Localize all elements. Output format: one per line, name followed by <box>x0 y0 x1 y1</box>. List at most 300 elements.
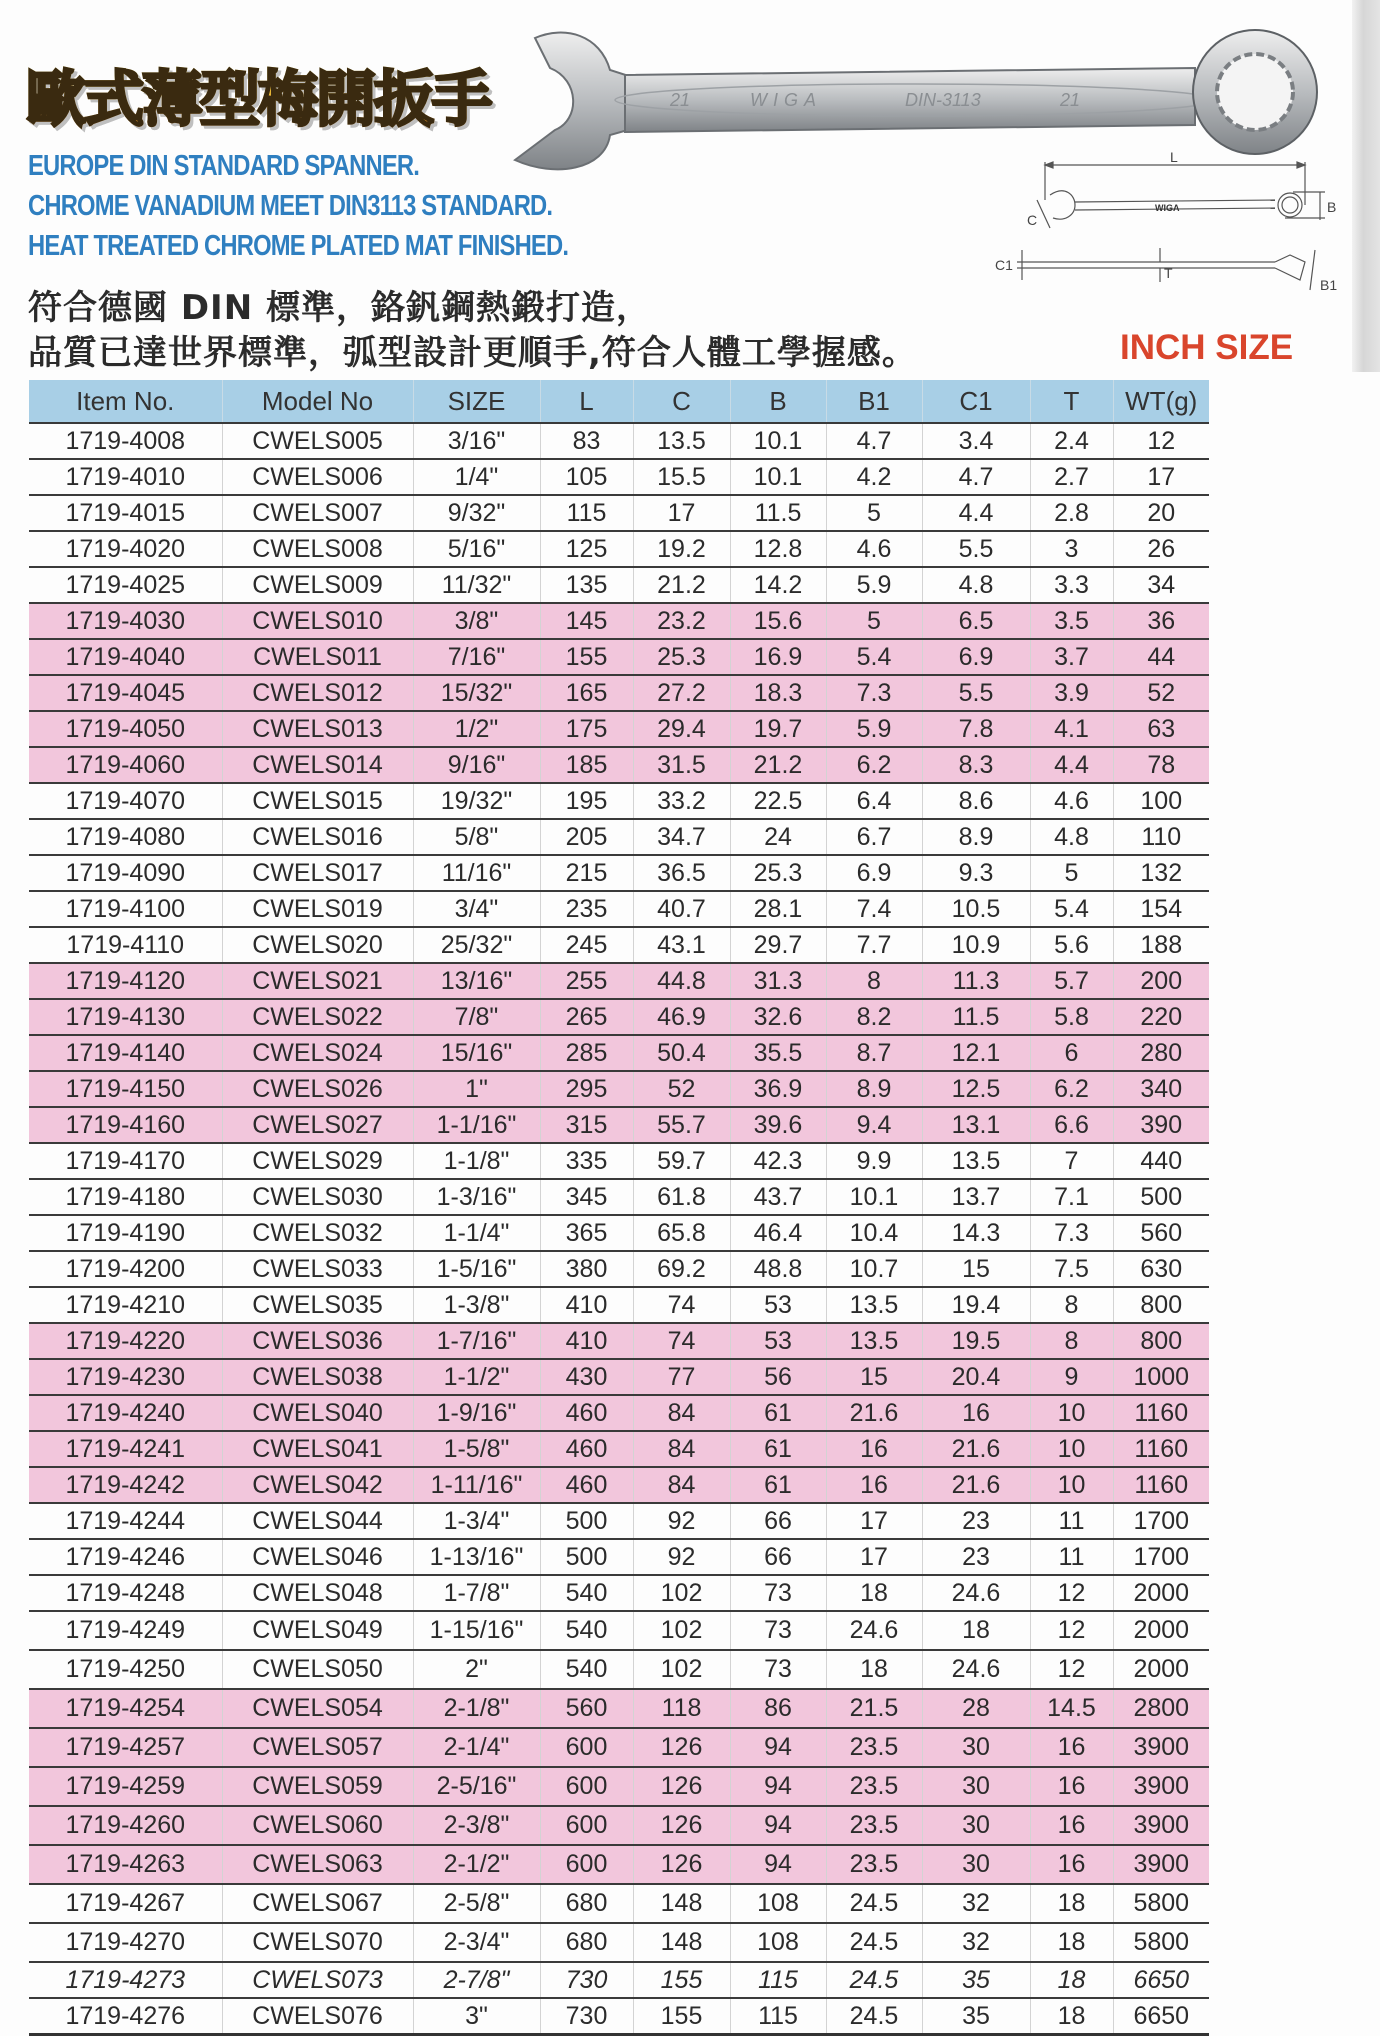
cell-t: 2.4 <box>1030 423 1113 459</box>
cell-c1: 5.5 <box>922 531 1030 567</box>
cell-b: 42.3 <box>730 1143 826 1179</box>
cell-b1: 15 <box>826 1359 922 1395</box>
cell-t: 11 <box>1030 1539 1113 1575</box>
cell-item-no: 1719-4008 <box>29 423 222 459</box>
cell-c1: 8.6 <box>922 783 1030 819</box>
cell-weight: 6650 <box>1113 1998 1209 2035</box>
cell-c1: 24.6 <box>922 1575 1030 1611</box>
cell-c1: 23 <box>922 1539 1030 1575</box>
table-row <box>29 963 1209 999</box>
cell-item-no: 1719-4250 <box>29 1650 222 1689</box>
table-row <box>29 1884 1209 1923</box>
cell-size: 1-1/4" <box>413 1215 540 1251</box>
english-description-line-2: CHROME VANADIUM MEET DIN3113 STANDARD. <box>28 190 553 222</box>
cell-l: 285 <box>540 1035 633 1071</box>
cell-model-no: CWELS027 <box>222 1107 413 1143</box>
cell-weight: 36 <box>1113 603 1209 639</box>
table-row <box>29 1575 1209 1611</box>
cell-weight: 110 <box>1113 819 1209 855</box>
cell-b: 31.3 <box>730 963 826 999</box>
cell-size: 9/32" <box>413 495 540 531</box>
cell-c: 102 <box>633 1611 730 1650</box>
table-row <box>29 1923 1209 1962</box>
cell-b: 86 <box>730 1689 826 1728</box>
cell-model-no: CWELS057 <box>222 1728 413 1767</box>
cell-weight: 440 <box>1113 1143 1209 1179</box>
cell-c: 13.5 <box>633 423 730 459</box>
cell-b1: 18 <box>826 1650 922 1689</box>
cell-b: 94 <box>730 1806 826 1845</box>
table-row <box>29 1071 1209 1107</box>
cell-item-no: 1719-4040 <box>29 639 222 675</box>
table-row <box>29 1431 1209 1467</box>
cell-size: 1-3/16" <box>413 1179 540 1215</box>
cell-l: 460 <box>540 1395 633 1431</box>
cell-t: 5.7 <box>1030 963 1113 999</box>
cell-t: 5.8 <box>1030 999 1113 1035</box>
cell-item-no: 1719-4220 <box>29 1323 222 1359</box>
cell-t: 4.6 <box>1030 783 1113 819</box>
cell-item-no: 1719-4244 <box>29 1503 222 1539</box>
cell-l: 155 <box>540 639 633 675</box>
svg-text:L: L <box>1170 150 1178 165</box>
cell-item-no: 1719-4080 <box>29 819 222 855</box>
cell-b: 39.6 <box>730 1107 826 1143</box>
cell-size: 7/8" <box>413 999 540 1035</box>
cell-b1: 23.5 <box>826 1806 922 1845</box>
cell-model-no: CWELS067 <box>222 1884 413 1923</box>
cell-c1: 6.5 <box>922 603 1030 639</box>
cell-weight: 20 <box>1113 495 1209 531</box>
cell-b: 28.1 <box>730 891 826 927</box>
cell-b1: 21.5 <box>826 1689 922 1728</box>
cell-size: 1-13/16" <box>413 1539 540 1575</box>
cell-l: 680 <box>540 1884 633 1923</box>
cell-c: 126 <box>633 1845 730 1884</box>
cell-model-no: CWELS038 <box>222 1359 413 1395</box>
cell-model-no: CWELS007 <box>222 495 413 531</box>
cell-c: 148 <box>633 1884 730 1923</box>
cell-b: 35.5 <box>730 1035 826 1071</box>
cell-weight: 3900 <box>1113 1728 1209 1767</box>
cell-model-no: CWELS024 <box>222 1035 413 1071</box>
cell-b: 10.1 <box>730 459 826 495</box>
cell-c: 43.1 <box>633 927 730 963</box>
cell-size: 13/16" <box>413 963 540 999</box>
cell-t: 18 <box>1030 1998 1113 2035</box>
cell-b: 36.9 <box>730 1071 826 1107</box>
cell-item-no: 1719-4120 <box>29 963 222 999</box>
table-row <box>29 1107 1209 1143</box>
cell-l: 540 <box>540 1650 633 1689</box>
cell-weight: 78 <box>1113 747 1209 783</box>
cell-b1: 4.7 <box>826 423 922 459</box>
cell-l: 730 <box>540 1962 633 1998</box>
cell-model-no: CWELS076 <box>222 1998 413 2035</box>
cell-weight: 1700 <box>1113 1503 1209 1539</box>
column-header-weight: WT(g) <box>1113 380 1209 423</box>
table-row <box>29 1650 1209 1689</box>
cell-t: 3.7 <box>1030 639 1113 675</box>
cell-t: 8 <box>1030 1287 1113 1323</box>
svg-text:B1: B1 <box>1320 277 1338 293</box>
cell-size: 25/32" <box>413 927 540 963</box>
cell-c1: 10.5 <box>922 891 1030 927</box>
cell-b1: 7.7 <box>826 927 922 963</box>
cell-weight: 34 <box>1113 567 1209 603</box>
svg-text:C1: C1 <box>995 257 1013 273</box>
cell-t: 8 <box>1030 1323 1113 1359</box>
cell-c: 126 <box>633 1806 730 1845</box>
cell-item-no: 1719-4270 <box>29 1923 222 1962</box>
cell-model-no: CWELS017 <box>222 855 413 891</box>
cell-b1: 4.2 <box>826 459 922 495</box>
cell-l: 430 <box>540 1359 633 1395</box>
cell-weight: 100 <box>1113 783 1209 819</box>
cell-l: 315 <box>540 1107 633 1143</box>
table-row <box>29 1215 1209 1251</box>
cell-weight: 5800 <box>1113 1923 1209 1962</box>
cell-b: 94 <box>730 1845 826 1884</box>
cell-t: 12 <box>1030 1650 1113 1689</box>
cell-t: 6.6 <box>1030 1107 1113 1143</box>
table-row <box>29 1323 1209 1359</box>
cell-t: 16 <box>1030 1728 1113 1767</box>
cell-c: 46.9 <box>633 999 730 1035</box>
cell-size: 1-3/8" <box>413 1287 540 1323</box>
table-row <box>29 567 1209 603</box>
cell-l: 185 <box>540 747 633 783</box>
table-row <box>29 927 1209 963</box>
cell-c1: 3.4 <box>922 423 1030 459</box>
table-body <box>29 423 1209 2035</box>
cell-t: 16 <box>1030 1767 1113 1806</box>
cell-c1: 30 <box>922 1845 1030 1884</box>
svg-text:WIGA: WIGA <box>750 90 822 110</box>
cell-b: 94 <box>730 1728 826 1767</box>
cell-item-no: 1719-4010 <box>29 459 222 495</box>
cell-item-no: 1719-4130 <box>29 999 222 1035</box>
cell-b: 22.5 <box>730 783 826 819</box>
cell-b1: 10.7 <box>826 1251 922 1287</box>
cell-b1: 8.7 <box>826 1035 922 1071</box>
table-row <box>29 1503 1209 1539</box>
cell-c: 126 <box>633 1728 730 1767</box>
cell-item-no: 1719-4259 <box>29 1767 222 1806</box>
cell-item-no: 1719-4260 <box>29 1806 222 1845</box>
cell-item-no: 1719-4210 <box>29 1287 222 1323</box>
cell-t: 5.4 <box>1030 891 1113 927</box>
cell-c1: 24.6 <box>922 1650 1030 1689</box>
cell-t: 16 <box>1030 1845 1113 1884</box>
cell-l: 600 <box>540 1728 633 1767</box>
table-row <box>29 1359 1209 1395</box>
cell-model-no: CWELS010 <box>222 603 413 639</box>
cell-size: 1/2" <box>413 711 540 747</box>
cell-t: 5.6 <box>1030 927 1113 963</box>
cell-model-no: CWELS019 <box>222 891 413 927</box>
cell-c: 29.4 <box>633 711 730 747</box>
cell-item-no: 1719-4025 <box>29 567 222 603</box>
cell-c1: 5.5 <box>922 675 1030 711</box>
cell-model-no: CWELS015 <box>222 783 413 819</box>
column-header-c: C <box>633 380 730 423</box>
cell-c: 61.8 <box>633 1179 730 1215</box>
cell-b: 24 <box>730 819 826 855</box>
cell-b1: 6.2 <box>826 747 922 783</box>
cell-model-no: CWELS046 <box>222 1539 413 1575</box>
cell-l: 680 <box>540 1923 633 1962</box>
cell-b: 11.5 <box>730 495 826 531</box>
table-row <box>29 1287 1209 1323</box>
table-row <box>29 1539 1209 1575</box>
cell-model-no: CWELS070 <box>222 1923 413 1962</box>
cell-c: 31.5 <box>633 747 730 783</box>
cell-c: 55.7 <box>633 1107 730 1143</box>
cell-c: 36.5 <box>633 855 730 891</box>
table-row <box>29 1998 1209 2035</box>
cell-model-no: CWELS073 <box>222 1962 413 1998</box>
page-title: 歐式薄型梅開扳手 <box>26 52 490 138</box>
cell-t: 7.3 <box>1030 1215 1113 1251</box>
cell-l: 295 <box>540 1071 633 1107</box>
column-header-b1: B1 <box>826 380 922 423</box>
cell-c: 74 <box>633 1323 730 1359</box>
table-row <box>29 639 1209 675</box>
cell-b1: 13.5 <box>826 1323 922 1359</box>
cell-l: 365 <box>540 1215 633 1251</box>
cell-t: 5 <box>1030 855 1113 891</box>
cell-size: 1-1/8" <box>413 1143 540 1179</box>
cell-model-no: CWELS026 <box>222 1071 413 1107</box>
cell-b: 19.7 <box>730 711 826 747</box>
cell-l: 500 <box>540 1503 633 1539</box>
cell-l: 410 <box>540 1287 633 1323</box>
cell-b: 73 <box>730 1611 826 1650</box>
table-row <box>29 1035 1209 1071</box>
cell-c: 77 <box>633 1359 730 1395</box>
cell-t: 12 <box>1030 1611 1113 1650</box>
cell-b: 32.6 <box>730 999 826 1035</box>
cell-model-no: CWELS011 <box>222 639 413 675</box>
cell-t: 4.1 <box>1030 711 1113 747</box>
cell-weight: 44 <box>1113 639 1209 675</box>
cell-b1: 5.9 <box>826 567 922 603</box>
cell-model-no: CWELS012 <box>222 675 413 711</box>
cell-c: 34.7 <box>633 819 730 855</box>
cell-b1: 24.6 <box>826 1611 922 1650</box>
cell-c: 102 <box>633 1575 730 1611</box>
cell-size: 1-1/16" <box>413 1107 540 1143</box>
cell-model-no: CWELS005 <box>222 423 413 459</box>
cell-l: 105 <box>540 459 633 495</box>
cell-size: 3/4" <box>413 891 540 927</box>
cell-item-no: 1719-4200 <box>29 1251 222 1287</box>
cell-item-no: 1719-4267 <box>29 1884 222 1923</box>
cell-size: 3" <box>413 1998 540 2035</box>
cell-weight: 800 <box>1113 1287 1209 1323</box>
cell-l: 500 <box>540 1539 633 1575</box>
column-header-model-no: Model No <box>222 380 413 423</box>
cell-item-no: 1719-4254 <box>29 1689 222 1728</box>
table-row <box>29 1689 1209 1728</box>
table-row <box>29 1962 1209 1998</box>
table-row <box>29 855 1209 891</box>
cell-item-no: 1719-4150 <box>29 1071 222 1107</box>
cell-t: 10 <box>1030 1395 1113 1431</box>
cell-c1: 35 <box>922 1998 1030 2035</box>
scan-edge-shadow <box>1352 0 1380 372</box>
svg-text:DIN-3113: DIN-3113 <box>905 90 981 110</box>
cell-size: 1-3/4" <box>413 1503 540 1539</box>
cell-b1: 6.9 <box>826 855 922 891</box>
cell-c1: 6.9 <box>922 639 1030 675</box>
cell-weight: 2000 <box>1113 1650 1209 1689</box>
cell-item-no: 1719-4160 <box>29 1107 222 1143</box>
cell-weight: 3900 <box>1113 1767 1209 1806</box>
cell-weight: 200 <box>1113 963 1209 999</box>
cell-b1: 24.5 <box>826 1962 922 1998</box>
cell-item-no: 1719-4242 <box>29 1467 222 1503</box>
table-row <box>29 459 1209 495</box>
column-header-c1: C1 <box>922 380 1030 423</box>
cell-weight: 188 <box>1113 927 1209 963</box>
cell-c1: 20.4 <box>922 1359 1030 1395</box>
cell-c1: 18 <box>922 1611 1030 1650</box>
cell-b: 14.2 <box>730 567 826 603</box>
cell-weight: 390 <box>1113 1107 1209 1143</box>
cell-weight: 3900 <box>1113 1806 1209 1845</box>
cell-l: 730 <box>540 1998 633 2035</box>
cell-c1: 30 <box>922 1728 1030 1767</box>
cell-b: 108 <box>730 1923 826 1962</box>
cell-t: 11 <box>1030 1503 1113 1539</box>
cell-b: 61 <box>730 1395 826 1431</box>
cell-b: 29.7 <box>730 927 826 963</box>
cell-l: 410 <box>540 1323 633 1359</box>
cell-size: 2-3/4" <box>413 1923 540 1962</box>
cell-weight: 2000 <box>1113 1575 1209 1611</box>
cell-item-no: 1719-4257 <box>29 1728 222 1767</box>
english-description-line-3: HEAT TREATED CHROME PLATED MAT FINISHED. <box>28 230 569 262</box>
cell-size: 19/32" <box>413 783 540 819</box>
cell-model-no: CWELS050 <box>222 1650 413 1689</box>
cell-b: 12.8 <box>730 531 826 567</box>
cell-weight: 154 <box>1113 891 1209 927</box>
cell-b: 48.8 <box>730 1251 826 1287</box>
cell-c1: 14.3 <box>922 1215 1030 1251</box>
cell-t: 3.9 <box>1030 675 1113 711</box>
chinese-description-line-1: 符合德國 DIN 標準，鉻釩鋼熱鍛打造， <box>28 288 652 328</box>
cell-l: 145 <box>540 603 633 639</box>
cell-l: 335 <box>540 1143 633 1179</box>
cell-item-no: 1719-4246 <box>29 1539 222 1575</box>
cell-b1: 7.3 <box>826 675 922 711</box>
cell-model-no: CWELS036 <box>222 1323 413 1359</box>
cell-b1: 17 <box>826 1539 922 1575</box>
cell-size: 3/16" <box>413 423 540 459</box>
cell-c1: 12.1 <box>922 1035 1030 1071</box>
cell-c1: 15 <box>922 1251 1030 1287</box>
cell-item-no: 1719-4249 <box>29 1611 222 1650</box>
cell-model-no: CWELS033 <box>222 1251 413 1287</box>
cell-t: 3.5 <box>1030 603 1113 639</box>
svg-text:C: C <box>1027 212 1038 228</box>
cell-b1: 4.6 <box>826 531 922 567</box>
cell-weight: 5800 <box>1113 1884 1209 1923</box>
cell-c1: 11.5 <box>922 999 1030 1035</box>
cell-b1: 8 <box>826 963 922 999</box>
cell-c1: 16 <box>922 1395 1030 1431</box>
cell-b1: 21.6 <box>826 1395 922 1431</box>
cell-b1: 8.9 <box>826 1071 922 1107</box>
cell-c1: 11.3 <box>922 963 1030 999</box>
cell-model-no: CWELS008 <box>222 531 413 567</box>
cell-b: 108 <box>730 1884 826 1923</box>
column-header-b: B <box>730 380 826 423</box>
cell-b: 53 <box>730 1287 826 1323</box>
column-header-t: T <box>1030 380 1113 423</box>
cell-model-no: CWELS016 <box>222 819 413 855</box>
cell-c: 118 <box>633 1689 730 1728</box>
cell-b1: 5 <box>826 495 922 531</box>
cell-t: 10 <box>1030 1467 1113 1503</box>
cell-c: 92 <box>633 1503 730 1539</box>
table-row <box>29 531 1209 567</box>
cell-b: 53 <box>730 1323 826 1359</box>
cell-b1: 6.7 <box>826 819 922 855</box>
cell-t: 14.5 <box>1030 1689 1113 1728</box>
cell-l: 205 <box>540 819 633 855</box>
column-header-l: L <box>540 380 633 423</box>
cell-size: 1-15/16" <box>413 1611 540 1650</box>
table-row <box>29 1179 1209 1215</box>
cell-l: 175 <box>540 711 633 747</box>
cell-t: 6 <box>1030 1035 1113 1071</box>
cell-c1: 13.5 <box>922 1143 1030 1179</box>
cell-model-no: CWELS040 <box>222 1395 413 1431</box>
cell-weight: 17 <box>1113 459 1209 495</box>
cell-item-no: 1719-4060 <box>29 747 222 783</box>
cell-b1: 9.9 <box>826 1143 922 1179</box>
cell-t: 18 <box>1030 1923 1113 1962</box>
cell-item-no: 1719-4248 <box>29 1575 222 1611</box>
cell-weight: 2000 <box>1113 1611 1209 1650</box>
cell-l: 600 <box>540 1767 633 1806</box>
cell-model-no: CWELS042 <box>222 1467 413 1503</box>
cell-item-no: 1719-4273 <box>29 1962 222 1998</box>
cell-weight: 280 <box>1113 1035 1209 1071</box>
column-header-item-no: Item No. <box>29 380 222 423</box>
spec-table <box>29 380 1209 2036</box>
cell-size: 7/16" <box>413 639 540 675</box>
cell-size: 5/8" <box>413 819 540 855</box>
cell-c1: 19.4 <box>922 1287 1030 1323</box>
cell-b: 46.4 <box>730 1215 826 1251</box>
cell-b1: 16 <box>826 1467 922 1503</box>
cell-c: 59.7 <box>633 1143 730 1179</box>
cell-l: 195 <box>540 783 633 819</box>
cell-size: 1-1/2" <box>413 1359 540 1395</box>
cell-t: 4.4 <box>1030 747 1113 783</box>
cell-c1: 30 <box>922 1767 1030 1806</box>
cell-weight: 26 <box>1113 531 1209 567</box>
dimension-diagram <box>975 150 1345 315</box>
cell-size: 5/16" <box>413 531 540 567</box>
cell-c1: 13.1 <box>922 1107 1030 1143</box>
cell-model-no: CWELS041 <box>222 1431 413 1467</box>
cell-b1: 23.5 <box>826 1767 922 1806</box>
